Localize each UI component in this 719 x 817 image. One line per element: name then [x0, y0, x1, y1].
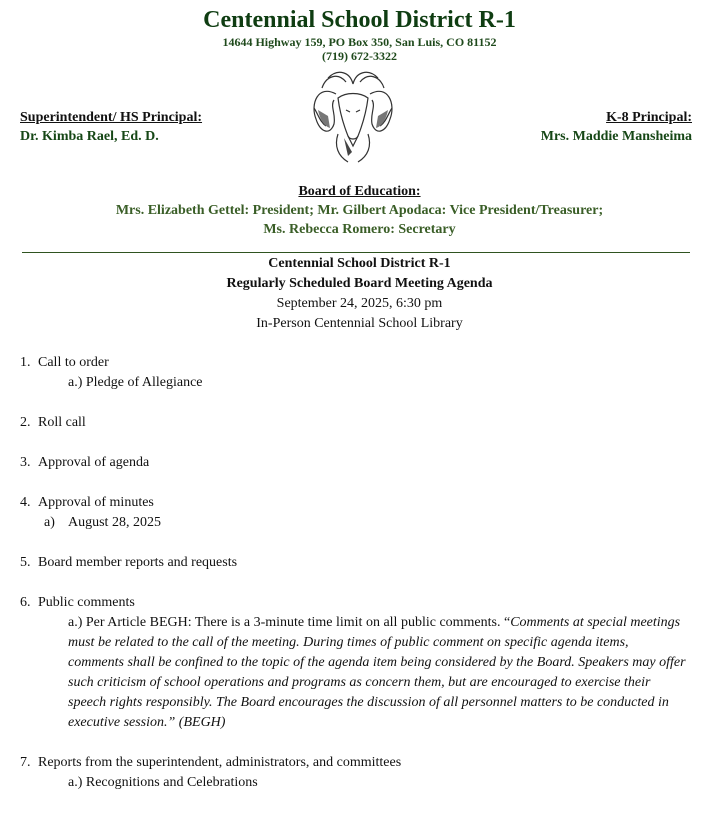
- item-number: 1.: [20, 355, 31, 370]
- sub-item: [20, 513, 700, 533]
- item-label: Roll call: [38, 415, 86, 430]
- district-address: 14644 Highway 159, PO Box 350, San Luis, CO 81152: [222, 35, 497, 49]
- sub-item: a.) Pledge of Allegiance: [68, 375, 203, 390]
- k8-principal-label: K-8 Principal:: [606, 110, 692, 125]
- agenda-item-5: [20, 553, 700, 573]
- agenda-item-2: [20, 413, 700, 433]
- item-number: 7.: [20, 755, 31, 770]
- sub-item: a.) Recognitions and Celebrations: [68, 775, 258, 790]
- district-title: Centennial School District R-1: [203, 7, 516, 33]
- agenda-datetime: September 24, 2025, 6:30 pm: [276, 296, 443, 311]
- item-number: 5.: [20, 555, 31, 570]
- agenda-district: Centennial School District R-1: [268, 256, 451, 271]
- board-members-line-1: Mrs. Elizabeth Gettel: President; Mr. Gilbert Apodaca: Vice President/Treasurer;: [115, 203, 604, 218]
- agenda-title: Regularly Scheduled Board Meeting Agenda: [226, 276, 493, 291]
- item-number: 2.: [20, 415, 31, 430]
- policy-intro: a.) Per Article BEGH: There is a 3-minute time limit on all public comments. “: [68, 615, 511, 630]
- ram-head-icon: [308, 64, 398, 164]
- agenda-items: [20, 353, 700, 813]
- agenda-header: [0, 254, 719, 334]
- header-divider: [22, 252, 690, 253]
- item-label: Approval of minutes: [38, 495, 154, 510]
- board-members-line-2: Ms. Rebecca Romero: Secretary: [263, 222, 456, 237]
- item-number: 4.: [20, 495, 31, 510]
- item-number: 3.: [20, 455, 31, 470]
- k8-principal-block: [541, 108, 692, 146]
- agenda-item-4: [20, 493, 700, 533]
- district-phone: (719) 672-3322: [322, 49, 397, 63]
- item-label: Board member reports and requests: [38, 555, 238, 570]
- sub-item-letter: a): [44, 515, 55, 530]
- agenda-item-1: [20, 353, 700, 393]
- superintendent-label: Superintendent/ HS Principal:: [20, 110, 203, 125]
- agenda-item-6: [20, 593, 700, 733]
- item-label: Call to order: [38, 355, 109, 370]
- item-number: 6.: [20, 595, 31, 610]
- superintendent-name: Dr. Kimba Rael, Ed. D.: [20, 129, 159, 144]
- public-comment-policy: [20, 613, 688, 733]
- policy-quote: Comments at special meetings must be related to the call of the meeting. During times of public comment on specific agenda items, comments shall be confined to the topic of the agenda item being considered by the Board. Speakers may offer such criticism of school operations and programs as concern them, but are encouraged to exercise their speech rights responsibly. The Board encourages the discussion of all personnel matters to be conducted in executive session.” (BEGH): [68, 615, 686, 730]
- agenda-item-3: [20, 453, 700, 473]
- agenda-location: In-Person Centennial School Library: [256, 316, 463, 331]
- agenda-item-7: [20, 753, 700, 793]
- board-label: Board of Education:: [298, 184, 421, 199]
- board-of-education: [0, 182, 719, 239]
- superintendent-block: [20, 108, 202, 146]
- k8-principal-name: Mrs. Maddie Mansheima: [540, 129, 692, 144]
- item-label: Approval of agenda: [38, 455, 150, 470]
- item-label: Public comments: [38, 595, 135, 610]
- item-label: Reports from the superintendent, administrators, and committees: [38, 755, 402, 770]
- sub-item-text: August 28, 2025: [68, 515, 161, 530]
